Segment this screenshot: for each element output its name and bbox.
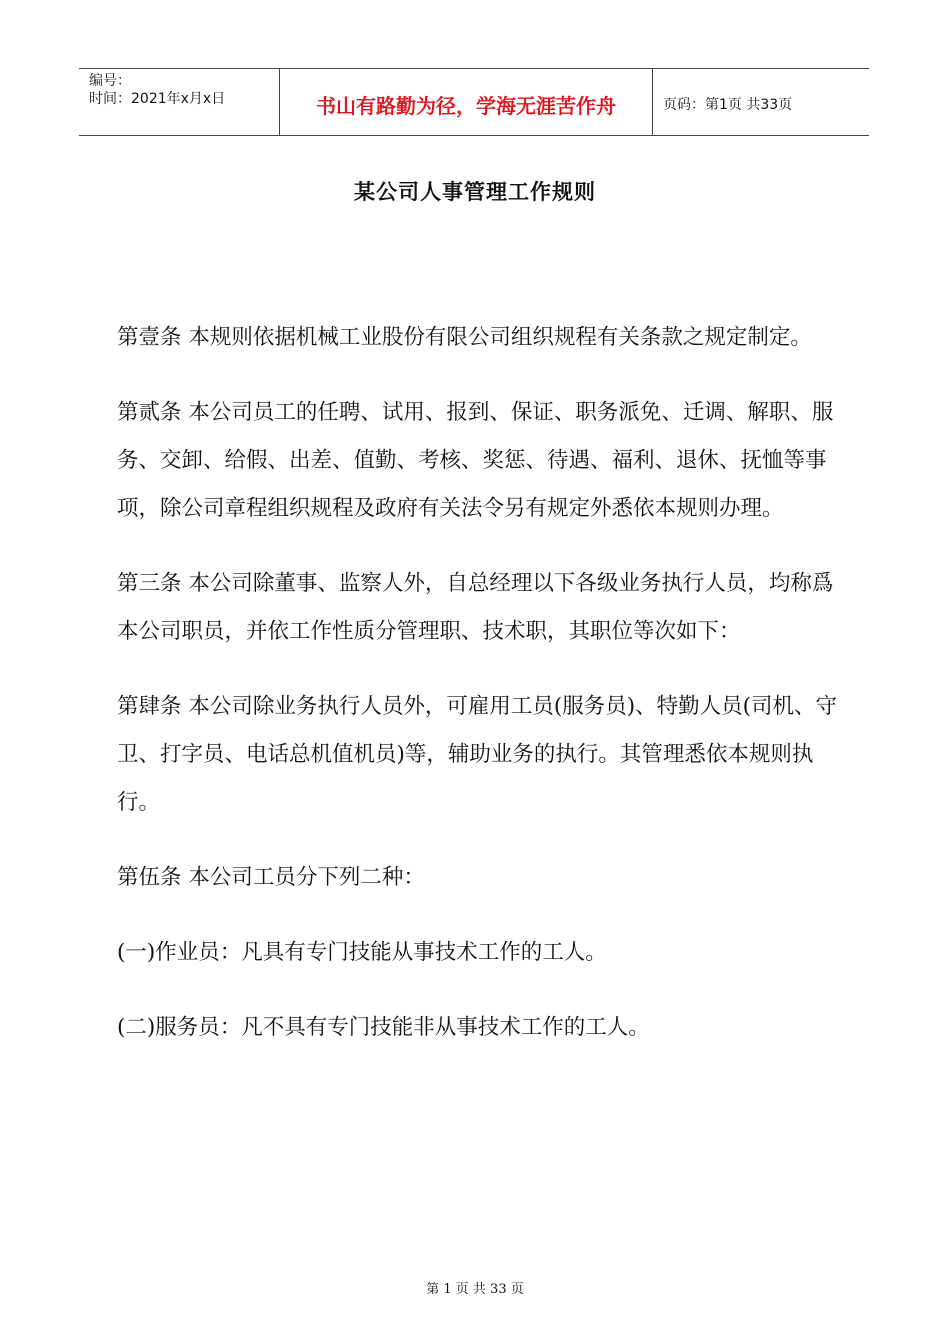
article-paragraph: (二)服务员：凡不具有专门技能非从事技术工作的工人。: [117, 1015, 650, 1040]
document-body: [117, 314, 837, 1079]
article-paragraph: 第贰条 本公司员工的任聘、试用、报到、保证、职务派免、迁调、解职、服务、交卸、给假、出差、值勤、考核、奖惩、待遇、福利、退休、抚恤等事项，除公司章程组织规程及政府有关法令另有规定外悉依本规则办理。: [117, 400, 834, 521]
document-title: 某公司人事管理工作规则: [354, 180, 596, 204]
header-page-info: 页码：第1页 共33页: [663, 97, 793, 113]
article-paragraph: 第伍条 本公司工员分下列二种：: [117, 865, 425, 890]
header-meta: [79, 69, 280, 135]
article-paragraph: (一)作业员：凡具有专门技能从事技术工作的工人。: [117, 940, 607, 965]
document-number-label: 编号：: [89, 73, 131, 89]
document-header: [79, 68, 869, 136]
article-paragraph: 第肆条 本公司除业务执行人员外，可雇用工员(服务员)、特勤人员(司机、守卫、打字员、电话总机值机员)等，辅助业务的执行。其管理悉依本规则执行。: [117, 694, 838, 815]
header-motto: 书山有路勤为径，学海无涯苦作舟: [280, 69, 653, 135]
article-paragraph: 第三条 本公司除董事、监察人外，自总经理以下各级业务执行人员，均称爲本公司职员，并依工作性质分管理职、技术职，其职位等次如下：: [117, 571, 834, 644]
article-paragraph: 第壹条 本规则依据机械工业股份有限公司组织规程有关条款之规定制定。: [117, 325, 812, 350]
page-footer: 第 1 页 共 33 页: [426, 1282, 524, 1297]
document-time-label: 时间：2021年x月x日: [89, 91, 226, 107]
